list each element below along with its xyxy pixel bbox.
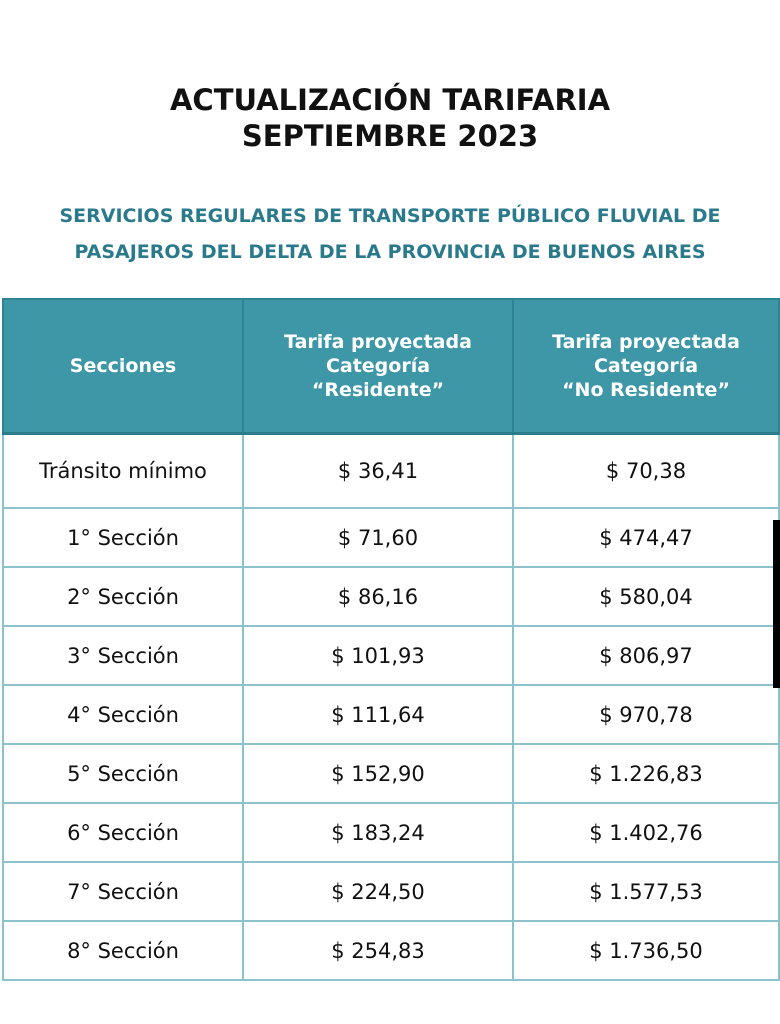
resident-fare-cell: $ 152,90	[243, 744, 513, 803]
non-resident-fare-cell: $ 1.402,76	[513, 803, 779, 862]
table-row	[3, 803, 779, 862]
resident-fare-cell: $ 71,60	[243, 508, 513, 567]
table-row	[3, 862, 779, 921]
table-row	[3, 921, 779, 980]
table-row	[3, 567, 779, 626]
section-cell: 3° Sección	[3, 626, 243, 685]
header-resident-fare	[243, 299, 513, 434]
title-line-2: SEPTIEMBRE 2023	[241, 119, 539, 153]
resident-fare-cell: $ 101,93	[243, 626, 513, 685]
non-resident-fare-cell: $ 1.226,83	[513, 744, 779, 803]
subtitle-line-2: PASAJEROS DEL DELTA DE LA PROVINCIA DE BUENOS AIRES	[74, 241, 706, 263]
table-row	[3, 744, 779, 803]
page-title	[0, 82, 780, 154]
fares-table	[2, 298, 780, 981]
non-resident-fare-cell: $ 580,04	[513, 567, 779, 626]
section-cell: 6° Sección	[3, 803, 243, 862]
page-subtitle	[0, 198, 780, 270]
resident-fare-cell: $ 86,16	[243, 567, 513, 626]
section-cell: 1° Sección	[3, 508, 243, 567]
edge-bar	[773, 520, 780, 688]
header-resident-line-1: Tarifa proyectada	[284, 331, 472, 353]
resident-fare-cell: $ 254,83	[243, 921, 513, 980]
non-resident-fare-cell: $ 474,47	[513, 508, 779, 567]
header-resident-line-2: Categoría	[325, 355, 431, 377]
resident-fare-cell: $ 224,50	[243, 862, 513, 921]
non-resident-fare-cell: $ 1.736,50	[513, 921, 779, 980]
table-row	[3, 434, 779, 509]
resident-fare-cell: $ 111,64	[243, 685, 513, 744]
section-cell: 2° Sección	[3, 567, 243, 626]
non-resident-fare-cell: $ 70,38	[513, 434, 779, 509]
header-resident-line-3: “Residente”	[311, 379, 445, 401]
header-nonresident-line-1: Tarifa proyectada	[552, 331, 740, 353]
section-cell: Tránsito mínimo	[3, 434, 243, 509]
header-secciones: Secciones	[3, 299, 243, 434]
header-nonresident-line-3: “No Residente”	[562, 379, 730, 401]
header-nonresident-line-2: Categoría	[593, 355, 699, 377]
header-non-resident-fare	[513, 299, 779, 434]
table-row	[3, 626, 779, 685]
subtitle-line-1: SERVICIOS REGULARES DE TRANSPORTE PÚBLICO FLUVIAL DE	[59, 205, 721, 227]
section-cell: 8° Sección	[3, 921, 243, 980]
section-cell: 5° Sección	[3, 744, 243, 803]
non-resident-fare-cell: $ 1.577,53	[513, 862, 779, 921]
table-header-row	[3, 299, 779, 434]
non-resident-fare-cell: $ 970,78	[513, 685, 779, 744]
resident-fare-cell: $ 183,24	[243, 803, 513, 862]
resident-fare-cell: $ 36,41	[243, 434, 513, 509]
table-row	[3, 685, 779, 744]
non-resident-fare-cell: $ 806,97	[513, 626, 779, 685]
table-row	[3, 508, 779, 567]
title-line-1: ACTUALIZACIÓN TARIFARIA	[169, 83, 611, 117]
section-cell: 7° Sección	[3, 862, 243, 921]
section-cell: 4° Sección	[3, 685, 243, 744]
